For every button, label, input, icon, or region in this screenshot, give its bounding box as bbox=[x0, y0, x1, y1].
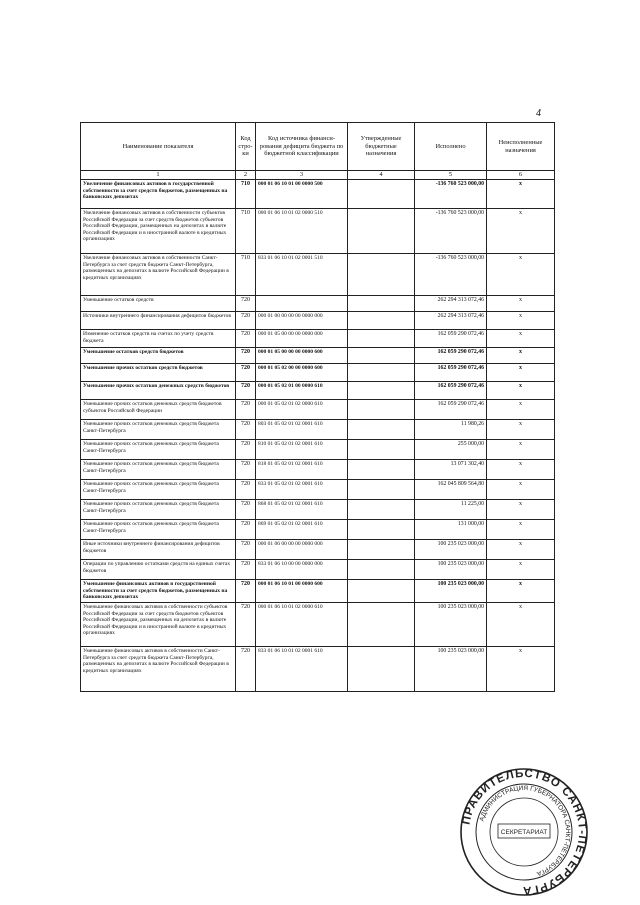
row-executed: 162 059 290 072,46 bbox=[415, 364, 487, 382]
row-line-code: 720 bbox=[236, 348, 256, 364]
page-number: 4 bbox=[536, 108, 541, 119]
row-unexecuted: x bbox=[487, 400, 555, 420]
row-indicator-name: Уменьшение прочих остатков денежных средств бюджета Санкт-Петербурга bbox=[81, 420, 236, 440]
row-executed: 162 059 290 072,46 bbox=[415, 330, 487, 348]
row-unexecuted: x bbox=[487, 382, 555, 400]
row-line-code: 720 bbox=[236, 330, 256, 348]
row-indicator-name: Уменьшение прочих остатков денежных средств бюджета Санкт-Петербурга bbox=[81, 440, 236, 460]
row-approved bbox=[348, 460, 415, 480]
row-indicator-name: Иные источники внутреннего финансирования дефицитов бюджетов bbox=[81, 540, 236, 560]
table-row bbox=[81, 440, 555, 460]
col-number: 3 bbox=[256, 171, 348, 180]
row-line-code: 720 bbox=[236, 420, 256, 440]
row-source-code: 833 01 06 10 00 00 0000 000 bbox=[256, 560, 348, 580]
row-source-code: 000 01 06 00 00 00 0000 000 bbox=[256, 540, 348, 560]
row-source-code: 000 01 05 00 00 00 0000 000 bbox=[256, 330, 348, 348]
row-unexecuted: x bbox=[487, 330, 555, 348]
row-approved bbox=[348, 440, 415, 460]
row-indicator-name: Увеличение финансовых активов в собственности субъектов Российской Федерации за счет средств бюджетов субъектов Российской Федерации, размещенных на депозитах в валюте Российской Федерации и в иностранной валюте в кредитных организациях bbox=[81, 209, 236, 254]
row-source-code: 000 01 05 02 01 00 0000 610 bbox=[256, 382, 348, 400]
row-executed: 100 235 023 000,00 bbox=[415, 540, 487, 560]
row-line-code: 720 bbox=[236, 296, 256, 312]
header-line-code: Код стро-ки bbox=[236, 123, 256, 171]
row-unexecuted: x bbox=[487, 296, 555, 312]
row-indicator-name: Уменьшение прочих остатков денежных средств бюджетов bbox=[81, 382, 236, 400]
table-row bbox=[81, 296, 555, 312]
row-line-code: 720 bbox=[236, 520, 256, 540]
col-number: 5 bbox=[415, 171, 487, 180]
row-unexecuted: x bbox=[487, 540, 555, 560]
header-executed: Исполнено bbox=[415, 123, 487, 171]
row-line-code: 720 bbox=[236, 603, 256, 647]
row-source-code: 000 01 06 10 01 02 0000 510 bbox=[256, 209, 348, 254]
row-line-code: 720 bbox=[236, 400, 256, 420]
table-row bbox=[81, 209, 555, 254]
row-unexecuted: x bbox=[487, 254, 555, 296]
table-row bbox=[81, 560, 555, 580]
row-unexecuted: x bbox=[487, 180, 555, 209]
table-row bbox=[81, 330, 555, 348]
row-approved bbox=[348, 420, 415, 440]
table-row bbox=[81, 500, 555, 520]
column-numbers-row bbox=[81, 171, 555, 180]
row-executed: -136 760 523 000,00 bbox=[415, 209, 487, 254]
row-line-code: 710 bbox=[236, 209, 256, 254]
row-source-code: 833 01 06 10 01 02 0001 610 bbox=[256, 647, 348, 692]
row-indicator-name: Уменьшение финансовых активов в собственности Санкт-Петербурга за счет средств бюджета Санкт-Петербурга, размещенных на депозитах в валюте Российской Федерации в кредитных организациях bbox=[81, 647, 236, 692]
row-unexecuted: x bbox=[487, 312, 555, 330]
row-approved bbox=[348, 209, 415, 254]
row-unexecuted: x bbox=[487, 460, 555, 480]
row-indicator-name: Операции по управлению остатками средств на единых счетах бюджетов bbox=[81, 560, 236, 580]
row-unexecuted: x bbox=[487, 364, 555, 382]
col-number: 4 bbox=[348, 171, 415, 180]
row-line-code: 720 bbox=[236, 580, 256, 603]
row-approved bbox=[348, 400, 415, 420]
table-row bbox=[81, 312, 555, 330]
row-line-code: 720 bbox=[236, 382, 256, 400]
row-source-code: 000 01 05 02 00 00 0000 600 bbox=[256, 364, 348, 382]
row-approved bbox=[348, 180, 415, 209]
row-unexecuted: x bbox=[487, 520, 555, 540]
row-approved bbox=[348, 330, 415, 348]
row-unexecuted: x bbox=[487, 348, 555, 364]
row-approved bbox=[348, 520, 415, 540]
row-executed: 13 071 302,40 bbox=[415, 460, 487, 480]
row-approved bbox=[348, 254, 415, 296]
row-indicator-name: Уменьшение прочих остатков средств бюджетов bbox=[81, 364, 236, 382]
budget-table bbox=[80, 122, 555, 692]
table-row bbox=[81, 348, 555, 364]
row-unexecuted: x bbox=[487, 647, 555, 692]
row-line-code: 720 bbox=[236, 560, 256, 580]
table-row bbox=[81, 382, 555, 400]
seal-center-text: СЕКРЕТАРИАТ bbox=[500, 829, 548, 836]
row-executed: 262 294 313 072,46 bbox=[415, 296, 487, 312]
row-approved bbox=[348, 296, 415, 312]
row-executed: 162 059 290 072,46 bbox=[415, 400, 487, 420]
row-unexecuted: x bbox=[487, 420, 555, 440]
row-source-code: 000 01 05 00 00 00 0000 600 bbox=[256, 348, 348, 364]
header-row bbox=[81, 123, 555, 171]
table-row bbox=[81, 254, 555, 296]
row-indicator-name: Источники внутреннего финансирования дефицитов бюджетов bbox=[81, 312, 236, 330]
table-row bbox=[81, 540, 555, 560]
col-number: 6 bbox=[487, 171, 555, 180]
row-executed: -136 760 523 000,00 bbox=[415, 180, 487, 209]
row-executed: 162 045 809 564,80 bbox=[415, 480, 487, 500]
row-executed: 11 980,26 bbox=[415, 420, 487, 440]
table-row bbox=[81, 400, 555, 420]
row-line-code: 720 bbox=[236, 460, 256, 480]
row-approved bbox=[348, 364, 415, 382]
header-approved: Утвержденные бюджетные назначения bbox=[348, 123, 415, 171]
row-indicator-name: Увеличение финансовых активов в собственности Санкт-Петербурга за счет средств бюджета Санкт-Петербурга, размещенных на депозитах в валюте Российской Федерации в кредитных организациях bbox=[81, 254, 236, 296]
row-indicator-name: Уменьшение финансовых активов в государственной собственности за счет средств бюджетов, размещенных на банковских депозитах bbox=[81, 580, 236, 603]
seal-inner-text: АДМИНИСТРАЦИЯ ГУБЕРНАТОРА САНКТ-ПЕТЕРБУРГА bbox=[478, 784, 572, 877]
seal-outer-text: ПРАВИТЕЛЬСТВО САНКТ-ПЕТЕРБУРГА bbox=[460, 767, 589, 897]
row-source-code: 833 01 06 10 01 02 0001 510 bbox=[256, 254, 348, 296]
row-executed: 162 059 290 072,46 bbox=[415, 348, 487, 364]
row-line-code: 720 bbox=[236, 540, 256, 560]
row-approved bbox=[348, 348, 415, 364]
row-source-code: 810 01 05 02 01 02 0001 610 bbox=[256, 440, 348, 460]
row-executed: 100 235 023 000,00 bbox=[415, 603, 487, 647]
row-source-code: 000 01 06 10 01 00 0000 500 bbox=[256, 180, 348, 209]
table-row bbox=[81, 364, 555, 382]
row-indicator-name: Увеличение финансовых активов в государственной собственности за счет средств бюджетов, размещенных на банковских депозитах bbox=[81, 180, 236, 209]
row-unexecuted: x bbox=[487, 500, 555, 520]
row-source-code: 000 01 05 02 01 02 0000 610 bbox=[256, 400, 348, 420]
row-approved bbox=[348, 480, 415, 500]
row-approved bbox=[348, 580, 415, 603]
row-indicator-name: Изменение остатков средств на счетах по учету средств бюджета bbox=[81, 330, 236, 348]
table-row bbox=[81, 603, 555, 647]
official-seal bbox=[458, 766, 590, 898]
row-line-code: 720 bbox=[236, 647, 256, 692]
row-source-code: 868 01 05 02 01 02 0001 610 bbox=[256, 500, 348, 520]
table-row bbox=[81, 480, 555, 500]
row-approved bbox=[348, 603, 415, 647]
table-body bbox=[81, 180, 555, 692]
row-executed: 100 235 023 000,00 bbox=[415, 560, 487, 580]
row-approved bbox=[348, 560, 415, 580]
table-row bbox=[81, 520, 555, 540]
row-unexecuted: x bbox=[487, 580, 555, 603]
col-number: 2 bbox=[236, 171, 256, 180]
row-source-code: 000 01 06 10 01 02 0000 610 bbox=[256, 603, 348, 647]
row-indicator-name: Уменьшение прочих остатков денежных средств бюджета Санкт-Петербурга bbox=[81, 480, 236, 500]
row-approved bbox=[348, 647, 415, 692]
row-executed: 11 225,00 bbox=[415, 500, 487, 520]
row-source-code: 803 01 05 02 01 02 0001 610 bbox=[256, 420, 348, 440]
row-executed: -136 760 523 000,00 bbox=[415, 254, 487, 296]
row-indicator-name: Уменьшение остатков средств bbox=[81, 296, 236, 312]
row-executed: 100 235 023 000,00 bbox=[415, 647, 487, 692]
row-source-code: 000 01 00 00 00 00 0000 000 bbox=[256, 312, 348, 330]
row-unexecuted: x bbox=[487, 603, 555, 647]
row-source-code: 833 01 05 02 01 02 0001 610 bbox=[256, 480, 348, 500]
row-executed: 100 235 023 000,00 bbox=[415, 580, 487, 603]
row-executed: 131 000,00 bbox=[415, 520, 487, 540]
row-indicator-name: Уменьшение прочих остатков денежных средств бюджетов субъектов Российской Федерации bbox=[81, 400, 236, 420]
header-unexecuted: Неисполненные назначения bbox=[487, 123, 555, 171]
row-unexecuted: x bbox=[487, 480, 555, 500]
row-indicator-name: Уменьшение прочих остатков денежных средств бюджета Санкт-Петербурга bbox=[81, 500, 236, 520]
row-executed: 162 059 290 072,46 bbox=[415, 382, 487, 400]
table-row bbox=[81, 647, 555, 692]
row-unexecuted: x bbox=[487, 560, 555, 580]
row-indicator-name: Уменьшение прочих остатков денежных средств бюджета Санкт-Петербурга bbox=[81, 460, 236, 480]
row-line-code: 720 bbox=[236, 500, 256, 520]
row-line-code: 720 bbox=[236, 312, 256, 330]
row-approved bbox=[348, 312, 415, 330]
row-indicator-name: Уменьшение прочих остатков денежных средств бюджета Санкт-Петербурга bbox=[81, 520, 236, 540]
row-unexecuted: x bbox=[487, 209, 555, 254]
row-line-code: 720 bbox=[236, 480, 256, 500]
table-row bbox=[81, 420, 555, 440]
row-approved bbox=[348, 500, 415, 520]
header-source-code: Код источника финанси-рования дефицита бюджета по бюджетной классификации bbox=[256, 123, 348, 171]
table-row bbox=[81, 460, 555, 480]
row-source-code bbox=[256, 296, 348, 312]
row-source-code: 000 01 06 10 01 00 0000 600 bbox=[256, 580, 348, 603]
row-source-code: 818 01 05 02 01 02 0001 610 bbox=[256, 460, 348, 480]
row-line-code: 720 bbox=[236, 440, 256, 460]
row-approved bbox=[348, 540, 415, 560]
row-line-code: 710 bbox=[236, 254, 256, 296]
table-row bbox=[81, 580, 555, 603]
row-source-code: 869 01 05 02 01 02 0001 610 bbox=[256, 520, 348, 540]
row-indicator-name: Уменьшение финансовых активов в собственности субъектов Российской Федерации за счет средств бюджетов субъектов Российской Федерации, размещенных на депозитах в валюте Российской Федерации и в иностранной валюте в кредитных организациях bbox=[81, 603, 236, 647]
row-unexecuted: x bbox=[487, 440, 555, 460]
row-line-code: 710 bbox=[236, 180, 256, 209]
row-approved bbox=[348, 382, 415, 400]
header-name: Наименование показателя bbox=[81, 123, 236, 171]
col-number: 1 bbox=[81, 171, 236, 180]
row-executed: 255 000,00 bbox=[415, 440, 487, 460]
row-line-code: 720 bbox=[236, 364, 256, 382]
table-row bbox=[81, 180, 555, 209]
row-indicator-name: Уменьшение остатков средств бюджетов bbox=[81, 348, 236, 364]
row-executed: 262 294 313 072,46 bbox=[415, 312, 487, 330]
